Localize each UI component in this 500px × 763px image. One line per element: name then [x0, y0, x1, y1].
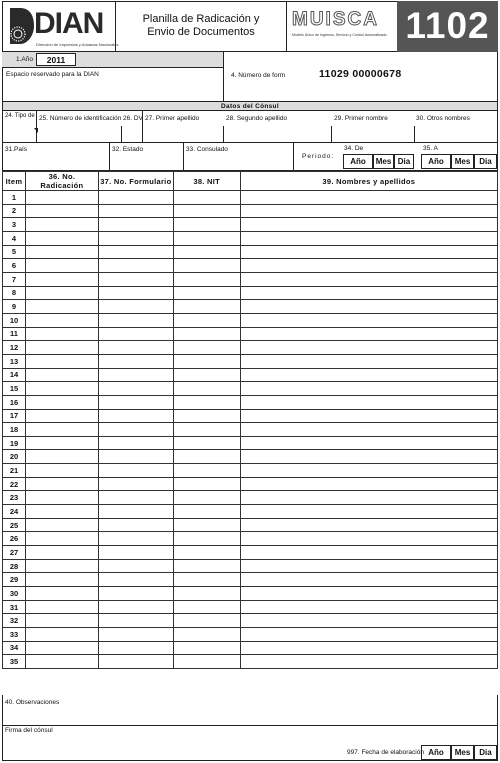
muisca-logo — [292, 9, 396, 47]
nombres-cell[interactable] — [240, 518, 497, 532]
formulario-cell[interactable] — [98, 600, 173, 614]
radicacion-cell[interactable] — [25, 218, 98, 232]
de-ano-cell[interactable]: Año — [343, 154, 373, 169]
item-number: 15 — [3, 382, 26, 396]
nit-cell[interactable] — [173, 628, 240, 642]
tipo-label: 24. Tipo de — [5, 113, 35, 119]
table-row — [3, 272, 498, 286]
fecha-dia-cell[interactable]: Dia — [474, 745, 497, 760]
formulario-cell[interactable] — [98, 354, 173, 368]
item-number: 6 — [3, 259, 26, 273]
formulario-cell[interactable] — [98, 382, 173, 396]
id-label: 25. Número de identificación — [39, 115, 122, 122]
formulario-cell[interactable] — [98, 628, 173, 642]
item-number: 5 — [3, 245, 26, 259]
estado-label: 32. Estado — [112, 146, 144, 153]
nit-cell[interactable] — [173, 655, 240, 669]
nombres-cell[interactable] — [240, 573, 497, 587]
nombres-cell[interactable] — [240, 423, 497, 437]
nombres-cell[interactable] — [240, 587, 497, 601]
table-row — [3, 587, 498, 601]
table-row — [3, 614, 498, 628]
formulario-cell[interactable] — [98, 300, 173, 314]
table-row — [3, 286, 498, 300]
a-mes-cell[interactable]: Mes — [451, 154, 474, 169]
apellido1-label: 27. Primer apellido — [145, 115, 200, 122]
radicacion-cell[interactable] — [25, 341, 98, 355]
form-no-label: 4. Número de form — [231, 72, 286, 79]
formulario-cell[interactable] — [98, 655, 173, 669]
nombres-cell[interactable] — [240, 313, 497, 327]
item-number: 18 — [3, 423, 26, 437]
nombres-cell[interactable] — [240, 464, 497, 478]
item-number: 30 — [3, 587, 26, 601]
table-row — [3, 436, 498, 450]
nit-cell[interactable] — [173, 546, 240, 560]
radicacion-cell[interactable] — [25, 436, 98, 450]
nombres-cell[interactable] — [240, 368, 497, 382]
item-number: 20 — [3, 450, 26, 464]
nit-cell[interactable] — [173, 245, 240, 259]
radicacion-cell[interactable] — [25, 327, 98, 341]
nit-cell[interactable] — [173, 354, 240, 368]
formulario-cell[interactable] — [98, 450, 173, 464]
table-row — [3, 641, 498, 655]
nombres-cell[interactable] — [240, 341, 497, 355]
form-number: 1102 — [405, 5, 490, 46]
nit-cell[interactable] — [173, 286, 240, 300]
nit-cell[interactable] — [173, 587, 240, 601]
form-no-value: 11029 00000678 — [319, 68, 402, 80]
nombres-cell[interactable] — [240, 409, 497, 423]
table-row — [3, 382, 498, 396]
item-number: 22 — [3, 477, 26, 491]
radicacion-cell[interactable] — [25, 450, 98, 464]
nombres-cell[interactable] — [240, 382, 497, 396]
nombres-cell[interactable] — [240, 628, 497, 642]
table-row — [3, 573, 498, 587]
title-line-1: Planilla de Radicación y — [142, 13, 260, 25]
formulario-cell[interactable] — [98, 204, 173, 218]
nit-cell[interactable] — [173, 477, 240, 491]
radicacion-cell[interactable] — [25, 300, 98, 314]
nit-cell[interactable] — [173, 573, 240, 587]
radicacion-cell[interactable] — [25, 191, 98, 205]
item-number: 11 — [3, 327, 26, 341]
nombres-cell[interactable] — [240, 655, 497, 669]
a-dia-cell[interactable]: Dia — [474, 154, 497, 169]
radicacion-cell[interactable] — [25, 491, 98, 505]
radicacion-cell[interactable] — [25, 382, 98, 396]
observaciones-label: 40. Observaciones — [5, 699, 60, 706]
nombres-cell[interactable] — [240, 245, 497, 259]
nit-cell[interactable] — [173, 532, 240, 546]
de-dia-cell[interactable]: Dia — [394, 154, 414, 169]
nombres-cell[interactable] — [240, 191, 497, 205]
table-row — [3, 300, 498, 314]
items-table — [2, 171, 498, 669]
nombres-cell[interactable] — [240, 450, 497, 464]
item-number: 14 — [3, 368, 26, 382]
radicacion-cell[interactable] — [25, 204, 98, 218]
table-row — [3, 245, 498, 259]
nit-cell[interactable] — [173, 300, 240, 314]
formulario-cell[interactable] — [98, 546, 173, 560]
formulario-cell[interactable] — [98, 191, 173, 205]
fecha-mes-cell[interactable]: Mes — [451, 745, 474, 760]
radicacion-cell[interactable] — [25, 505, 98, 519]
item-number: 23 — [3, 491, 26, 505]
item-number: 28 — [3, 559, 26, 573]
apellido2-label: 28. Segundo apellido — [226, 115, 288, 122]
formulario-cell[interactable] — [98, 587, 173, 601]
nit-cell[interactable] — [173, 341, 240, 355]
item-number: 35 — [3, 655, 26, 669]
dian-logo-mark-icon — [6, 5, 36, 47]
nit-cell[interactable] — [173, 450, 240, 464]
table-row — [3, 600, 498, 614]
fecha-elaboracion-label: 997. Fecha de elaboración — [347, 749, 424, 756]
table-header-row — [3, 172, 498, 191]
nombres-cell[interactable] — [240, 218, 497, 232]
nombres-cell[interactable] — [240, 641, 497, 655]
otros-nombres-label: 30. Otros nombres — [416, 115, 470, 122]
table-row — [3, 559, 498, 573]
radicacion-cell[interactable] — [25, 641, 98, 655]
nit-cell[interactable] — [173, 614, 240, 628]
dv-label: 26. DV — [123, 115, 143, 122]
item-number: 32 — [3, 614, 26, 628]
formulario-cell[interactable] — [98, 559, 173, 573]
nit-cell[interactable] — [173, 327, 240, 341]
nit-cell[interactable] — [173, 600, 240, 614]
nit-cell[interactable] — [173, 368, 240, 382]
table-row — [3, 259, 498, 273]
nit-cell[interactable] — [173, 218, 240, 232]
radicacion-cell[interactable] — [25, 231, 98, 245]
formulario-cell[interactable] — [98, 505, 173, 519]
nit-cell[interactable] — [173, 313, 240, 327]
nit-cell[interactable] — [173, 491, 240, 505]
item-number: 34 — [3, 641, 26, 655]
nit-cell[interactable] — [173, 395, 240, 409]
muisca-subtitle: Modelo Único de Ingresos, Servicio y Control Automatizado — [292, 33, 387, 37]
nombres-cell[interactable] — [240, 505, 497, 519]
nombres-cell[interactable] — [240, 395, 497, 409]
col-item-header: Item — [3, 172, 26, 191]
table-row — [3, 327, 498, 341]
nombres-cell[interactable] — [240, 204, 497, 218]
formulario-cell[interactable] — [98, 231, 173, 245]
nit-cell[interactable] — [173, 272, 240, 286]
periodo-label: Periodo: — [302, 153, 335, 160]
formulario-cell[interactable] — [98, 409, 173, 423]
nit-cell[interactable] — [173, 204, 240, 218]
item-number: 13 — [3, 354, 26, 368]
formulario-cell[interactable] — [98, 327, 173, 341]
nombres-cell[interactable] — [240, 354, 497, 368]
nit-cell[interactable] — [173, 409, 240, 423]
table-row — [3, 191, 498, 205]
nit-cell[interactable] — [173, 231, 240, 245]
table-row — [3, 546, 498, 560]
item-number: 10 — [3, 313, 26, 327]
logo-subtitle: Dirección de Impuestos y Aduanas Nacionales — [36, 42, 119, 47]
nit-cell[interactable] — [173, 423, 240, 437]
formulario-cell[interactable] — [98, 259, 173, 273]
nombres-cell[interactable] — [240, 231, 497, 245]
pais-label: 31.País — [5, 146, 28, 153]
item-number: 1 — [3, 191, 26, 205]
item-number: 21 — [3, 464, 26, 478]
radicacion-cell[interactable] — [25, 628, 98, 642]
radicacion-cell[interactable] — [25, 245, 98, 259]
radicacion-cell[interactable] — [25, 614, 98, 628]
formulario-cell[interactable] — [98, 286, 173, 300]
nit-cell[interactable] — [173, 641, 240, 655]
radicacion-cell[interactable] — [25, 587, 98, 601]
nit-cell[interactable] — [173, 559, 240, 573]
table-row — [3, 423, 498, 437]
radicacion-cell[interactable] — [25, 272, 98, 286]
item-number: 9 — [3, 300, 26, 314]
formulario-cell[interactable] — [98, 573, 173, 587]
col-nombres-header: 39. Nombres y apellidos — [240, 172, 497, 191]
formulario-cell[interactable] — [98, 491, 173, 505]
table-row — [3, 354, 498, 368]
periodo-de-label: 34. De — [344, 145, 364, 152]
nombres-cell[interactable] — [240, 272, 497, 286]
item-number: 12 — [3, 341, 26, 355]
table-row — [3, 532, 498, 546]
consul-section-title: Datos del Cónsul — [2, 101, 498, 111]
formulario-cell[interactable] — [98, 436, 173, 450]
formulario-cell[interactable] — [98, 313, 173, 327]
nombres-cell[interactable] — [240, 259, 497, 273]
radicacion-cell[interactable] — [25, 655, 98, 669]
formulario-cell[interactable] — [98, 532, 173, 546]
fecha-ano-cell[interactable]: Año — [421, 745, 451, 760]
radicacion-cell[interactable] — [25, 518, 98, 532]
formulario-cell[interactable] — [98, 245, 173, 259]
item-number: 29 — [3, 573, 26, 587]
formulario-cell[interactable] — [98, 218, 173, 232]
formulario-cell[interactable] — [98, 272, 173, 286]
radicacion-cell[interactable] — [25, 464, 98, 478]
item-number: 26 — [3, 532, 26, 546]
item-number: 25 — [3, 518, 26, 532]
form-title — [116, 13, 286, 39]
observaciones-field[interactable] — [3, 707, 497, 724]
item-number: 7 — [3, 272, 26, 286]
nit-cell[interactable] — [173, 464, 240, 478]
year-value: 2011 — [46, 55, 66, 65]
item-number: 17 — [3, 409, 26, 423]
table-row — [3, 368, 498, 382]
radicacion-cell[interactable] — [25, 559, 98, 573]
consulado-label: 33. Consulado — [186, 146, 228, 153]
radicacion-cell[interactable] — [25, 600, 98, 614]
item-number: 19 — [3, 436, 26, 450]
reserved-label: Espacio reservado para la DIAN — [6, 71, 99, 78]
radicacion-cell[interactable] — [25, 546, 98, 560]
table-row — [3, 505, 498, 519]
formulario-cell[interactable] — [98, 423, 173, 437]
table-row — [3, 518, 498, 532]
item-number: 31 — [3, 600, 26, 614]
firma-label: Firma del cónsul — [5, 727, 53, 734]
radicacion-cell[interactable] — [25, 573, 98, 587]
nit-cell[interactable] — [173, 259, 240, 273]
radicacion-cell[interactable] — [25, 477, 98, 491]
radicacion-cell[interactable] — [25, 313, 98, 327]
radicacion-cell[interactable] — [25, 395, 98, 409]
nit-cell[interactable] — [173, 382, 240, 396]
table-row — [3, 341, 498, 355]
radicacion-cell[interactable] — [25, 532, 98, 546]
item-number: 4 — [3, 231, 26, 245]
col-formulario-header: 37. No. Formulario — [98, 172, 173, 191]
nombres-cell[interactable] — [240, 300, 497, 314]
radicacion-cell[interactable] — [25, 423, 98, 437]
item-number: 24 — [3, 505, 26, 519]
a-ano-cell[interactable]: Año — [421, 154, 451, 169]
muisca-text: MUISCA — [292, 9, 379, 30]
radicacion-cell[interactable] — [25, 368, 98, 382]
year-label: 1.Año — [16, 56, 33, 63]
form-page — [2, 1, 498, 761]
table-row — [3, 218, 498, 232]
item-number: 27 — [3, 546, 26, 560]
periodo-a-label: 35. A — [423, 145, 438, 152]
formulario-cell[interactable] — [98, 464, 173, 478]
table-row — [3, 450, 498, 464]
table-row — [3, 655, 498, 669]
formulario-cell[interactable] — [98, 477, 173, 491]
radicacion-cell[interactable] — [25, 354, 98, 368]
table-row — [3, 204, 498, 218]
formulario-cell[interactable] — [98, 395, 173, 409]
radicacion-cell[interactable] — [25, 409, 98, 423]
title-line-2: Envio de Documentos — [147, 26, 255, 38]
nombres-cell[interactable] — [240, 327, 497, 341]
nombre1-label: 29. Primer nombre — [334, 115, 388, 122]
nombres-cell[interactable] — [240, 477, 497, 491]
nombres-cell[interactable] — [240, 436, 497, 450]
nombres-cell[interactable] — [240, 491, 497, 505]
item-number: 16 — [3, 395, 26, 409]
item-number: 2 — [3, 204, 26, 218]
table-row — [3, 231, 498, 245]
dian-logo — [6, 5, 119, 49]
firma-field[interactable] — [3, 735, 303, 759]
formulario-cell[interactable] — [98, 614, 173, 628]
radicacion-cell[interactable] — [25, 259, 98, 273]
nombres-cell[interactable] — [240, 532, 497, 546]
formulario-cell[interactable] — [98, 641, 173, 655]
nit-cell[interactable] — [173, 191, 240, 205]
table-row — [3, 628, 498, 642]
table-row — [3, 491, 498, 505]
item-number: 33 — [3, 628, 26, 642]
radicacion-cell[interactable] — [25, 286, 98, 300]
formulario-cell[interactable] — [98, 341, 173, 355]
item-number: 8 — [3, 286, 26, 300]
table-row — [3, 477, 498, 491]
col-nit-header: 38. NIT — [173, 172, 240, 191]
nombres-cell[interactable] — [240, 600, 497, 614]
table-row — [3, 409, 498, 423]
item-number: 3 — [3, 218, 26, 232]
table-row — [3, 464, 498, 478]
nombres-cell[interactable] — [240, 614, 497, 628]
de-mes-cell[interactable]: Mes — [373, 154, 394, 169]
table-row — [3, 395, 498, 409]
year-field[interactable] — [36, 53, 76, 66]
formulario-cell[interactable] — [98, 368, 173, 382]
nombres-cell[interactable] — [240, 546, 497, 560]
nombres-cell[interactable] — [240, 559, 497, 573]
logo-text: DIAN — [34, 7, 104, 40]
table-row — [3, 313, 498, 327]
col-radicacion-header: 36. No. Radicación — [25, 172, 98, 191]
nit-cell[interactable] — [173, 505, 240, 519]
nit-cell[interactable] — [173, 518, 240, 532]
nit-cell[interactable] — [173, 436, 240, 450]
formulario-cell[interactable] — [98, 518, 173, 532]
nombres-cell[interactable] — [240, 286, 497, 300]
